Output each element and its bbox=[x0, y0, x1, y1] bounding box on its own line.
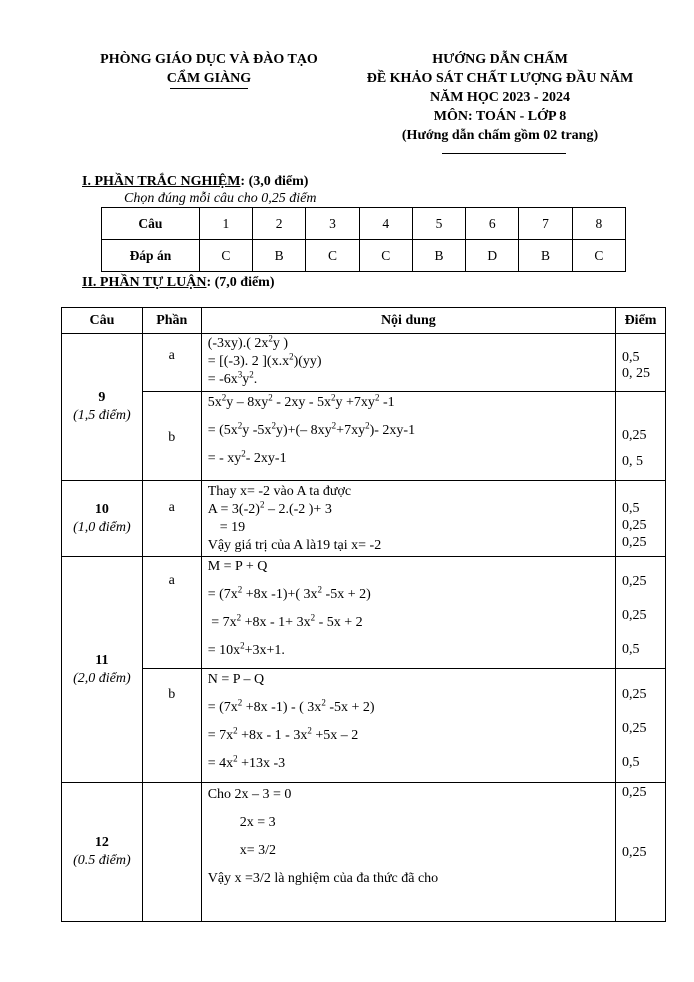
content-line: = $10x^2+3x+1$. bbox=[207, 640, 285, 658]
content-cell bbox=[201, 481, 615, 557]
points-value: 0,25 bbox=[622, 608, 647, 623]
question-points: (0.5 điểm) bbox=[73, 853, 131, 868]
question-number: 6 bbox=[466, 208, 519, 240]
part-label-empty bbox=[142, 783, 201, 922]
content-cell bbox=[201, 783, 615, 922]
table-row bbox=[62, 783, 666, 922]
content-line: M = P + Q bbox=[207, 559, 268, 574]
content-line: = [(-3). 2 ]$(x.x^2)(yy)$ bbox=[207, 351, 322, 369]
question-cell bbox=[62, 334, 143, 481]
content-cell bbox=[201, 392, 615, 481]
points-value: 0,5 bbox=[622, 642, 640, 657]
grading-header-row bbox=[62, 308, 666, 334]
table-row bbox=[62, 481, 666, 557]
question-row bbox=[102, 208, 626, 240]
table-row bbox=[62, 669, 666, 783]
col-header-points: Điểm bbox=[616, 308, 666, 334]
points-value: 0,25 bbox=[622, 428, 647, 443]
grading-table bbox=[61, 307, 666, 922]
content-cell bbox=[201, 557, 615, 669]
question-points: (2,0 điểm) bbox=[73, 670, 131, 686]
table-row bbox=[62, 557, 666, 669]
points-cell bbox=[616, 557, 666, 669]
content-line: Cho 2x – 3 = 0 bbox=[207, 787, 292, 802]
content-line: = $4x^2 +13x$ -3 bbox=[207, 753, 286, 771]
content-line: = $7x^2 +8x - 1+ 3x^2 - 5x + 2$ bbox=[207, 612, 363, 630]
part2-title: II. PHẦN TỰ LUẬN bbox=[82, 275, 207, 290]
answer-cell: B bbox=[519, 240, 572, 272]
points-cell bbox=[616, 481, 666, 557]
question-row-label: Câu bbox=[102, 208, 200, 240]
content-line: Vậy giá trị của A là19 tại x= -2 bbox=[207, 538, 382, 553]
points-value: 0, 5 bbox=[622, 454, 644, 469]
points-cell bbox=[616, 392, 666, 481]
table-row bbox=[62, 334, 666, 392]
part1-points: : (3,0 điểm) bbox=[240, 174, 309, 189]
question-number: 12 bbox=[94, 835, 109, 850]
col-header-question: Câu bbox=[62, 308, 143, 334]
question-number: 10 bbox=[94, 501, 109, 517]
question-number: 5 bbox=[412, 208, 465, 240]
part2-points: : (7,0 điểm) bbox=[206, 275, 275, 290]
part-label: a bbox=[142, 334, 201, 392]
content-line: = $7x^2 +8x - 1 - 3x^2 +5x - 2$ bbox=[207, 725, 359, 743]
part2-heading bbox=[82, 275, 275, 291]
department-name: PHÒNG GIÁO DỤC VÀ ĐÀO TẠO bbox=[100, 52, 318, 67]
question-number: 11 bbox=[95, 652, 109, 668]
district-name: CẨM GIÀNG bbox=[166, 71, 252, 86]
content-line: 2x = 3 bbox=[239, 815, 276, 830]
points-value: 0,5 bbox=[622, 501, 640, 516]
answer-cell: C bbox=[199, 240, 252, 272]
part1-note: Chọn đúng mỗi câu cho 0,25 điểm bbox=[124, 191, 317, 206]
question-cell bbox=[62, 783, 143, 922]
part1-title: I. PHẦN TRẮC NGHIỆM bbox=[82, 174, 241, 189]
points-value: 0,25 bbox=[622, 574, 647, 589]
content-line: N = P – Q bbox=[207, 672, 265, 687]
points-value: 0,25 bbox=[622, 845, 647, 860]
points-cell bbox=[616, 783, 666, 922]
question-number: 2 bbox=[253, 208, 306, 240]
doc-title: HƯỚNG DẪN CHẤM bbox=[432, 52, 568, 67]
question-cell bbox=[62, 481, 143, 557]
page-count-note: (Hướng dẫn chấm gồm 02 trang) bbox=[401, 128, 599, 143]
part-label: b bbox=[142, 669, 201, 783]
content-line: = ($7x^2 +8x$ -1)+( $3x^2$ -5x + 2) bbox=[207, 584, 371, 602]
question-number: 4 bbox=[359, 208, 412, 240]
question-points: (1,5 điểm) bbox=[73, 408, 131, 423]
points-value: 0,5 bbox=[622, 350, 640, 365]
part-label: b bbox=[142, 392, 201, 481]
content-cell bbox=[201, 669, 615, 783]
answer-cell: D bbox=[466, 240, 519, 272]
subject-grade: MÔN: TOÁN - LỚP 8 bbox=[433, 109, 567, 124]
content-cell bbox=[201, 334, 615, 392]
points-cell bbox=[616, 334, 666, 392]
question-number: 7 bbox=[519, 208, 572, 240]
question-number: 1 bbox=[199, 208, 252, 240]
header-right bbox=[340, 50, 660, 145]
question-number: 9 bbox=[98, 390, 106, 405]
col-header-part: Phần bbox=[142, 308, 201, 334]
question-number: 3 bbox=[306, 208, 359, 240]
district-underline bbox=[170, 88, 248, 89]
answer-key-table bbox=[101, 207, 626, 272]
answer-cell: C bbox=[572, 240, 625, 272]
header-left bbox=[84, 50, 334, 88]
points-value: 0, 25 bbox=[622, 366, 651, 381]
content-line: = ($7x^2 +8x$ -1) - ( $3x^2$ -5x + 2) bbox=[207, 697, 375, 715]
points-value: 0,25 bbox=[622, 687, 647, 702]
points-value: 0,25 bbox=[622, 721, 647, 736]
part1-heading bbox=[82, 174, 308, 190]
col-header-content: Nội dung bbox=[201, 308, 615, 334]
content-line: (-3xy).( $2x^2y$ ) bbox=[207, 333, 289, 351]
table-row bbox=[62, 392, 666, 481]
answer-row-label: Đáp án bbox=[102, 240, 200, 272]
answer-cell: C bbox=[306, 240, 359, 272]
school-year: NĂM HỌC 2023 - 2024 bbox=[430, 90, 570, 105]
points-value: 0,25 bbox=[622, 535, 647, 550]
content-line: Thay x= -2 vào A ta được bbox=[207, 484, 352, 499]
question-number: 8 bbox=[572, 208, 625, 240]
content-line: $5x^2y - 8xy^2 - 2xy - 5x^2y +7xy^2$ -1 bbox=[207, 392, 395, 410]
content-line: = $-6x^3y^2$. bbox=[207, 369, 258, 387]
answer-cell: C bbox=[359, 240, 412, 272]
content-line: $A = 3(-2)^2 - 2.(-2$ )+ 3 bbox=[207, 499, 332, 517]
part-label: a bbox=[142, 481, 201, 557]
header-right-underline bbox=[442, 153, 566, 154]
points-value: 0,25 bbox=[622, 518, 647, 533]
question-points: (1,0 điểm) bbox=[73, 519, 131, 535]
question-cell bbox=[62, 557, 143, 783]
content-line: = - $xy^2-$ 2xy-1 bbox=[207, 448, 287, 466]
answer-cell: B bbox=[253, 240, 306, 272]
points-value: 0,5 bbox=[622, 755, 640, 770]
exam-title: ĐỀ KHẢO SÁT CHẤT LƯỢNG ĐẦU NĂM bbox=[366, 71, 634, 86]
content-line: = 19 bbox=[219, 520, 246, 535]
content-line: Vậy x =3/2 là nghiệm của đa thức đã cho bbox=[207, 871, 439, 886]
part-label: a bbox=[142, 557, 201, 669]
answer-cell: B bbox=[412, 240, 465, 272]
content-line: = ($5x^2y$ $-5x^2y)+(-$ $8xy^2+7xy^2)-$ 2xy-1 bbox=[207, 420, 416, 438]
answer-row bbox=[102, 240, 626, 272]
points-cell bbox=[616, 669, 666, 783]
points-value: 0,25 bbox=[622, 785, 647, 800]
content-line: x= 3/2 bbox=[239, 843, 276, 858]
